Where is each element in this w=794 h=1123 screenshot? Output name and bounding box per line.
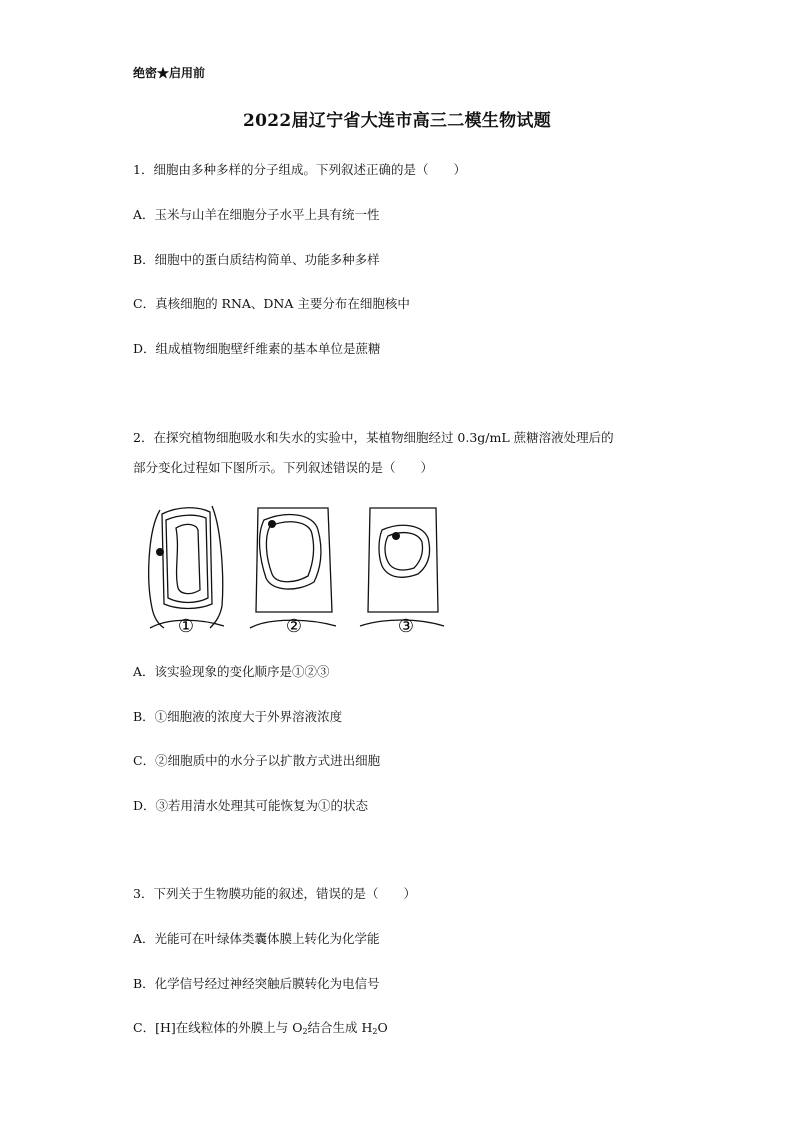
exam-title: 2022届辽宁省大连市高三二模生物试题 [242, 111, 551, 131]
question-1-option-d: D．组成植物细胞壁纤维素的基本单位是蔗糖 [133, 341, 381, 356]
question-1-option-c: C．真核细胞的 RNA、DNA 主要分布在细胞核中 [133, 296, 410, 311]
cell-diagram-3 [360, 508, 444, 626]
figure-label-2: ② [285, 616, 303, 637]
cell-3-nucleus [392, 532, 400, 540]
question-2-option-b: B．①细胞液的浓度大于外界溶液浓度 [133, 709, 343, 724]
question-2-option-d: D．③若用清水处理其可能恢复为①的状态 [133, 798, 369, 813]
question-3-option-c: C．[H]在线粒体的外膜上与 $O_2$结合生成 $H_2O$ [133, 1020, 388, 1036]
question-3-option-a: A．光能可在叶绿体类囊体膜上转化为化学能 [133, 931, 380, 946]
cell-2-nucleus [268, 520, 276, 528]
figure-label-1: ① [177, 616, 195, 637]
question-1-option-b: B．细胞中的蛋白质结构简单、功能多种多样 [133, 252, 380, 267]
question-3-option-b: B．化学信号经过神经突触后膜转化为电信号 [133, 976, 380, 991]
question-2-option-c: C．②细胞质中的水分子以扩散方式进出细胞 [133, 753, 381, 768]
figure-label-3: ③ [397, 616, 415, 637]
question-2-stem-line-2: 部分变化过程如下图所示。下列叙述错误的是（ ） [133, 460, 434, 475]
confidential-label: 绝密★启用前 [133, 66, 206, 80]
question-1-option-a: A．玉米与山羊在细胞分子水平上具有统一性 [133, 207, 380, 222]
plasmolysis-figure [138, 500, 458, 640]
cell-diagram-1 [149, 506, 224, 628]
question-2-option-a: A．该实验现象的变化顺序是①②③ [133, 664, 330, 679]
question-1-stem: 1．细胞由多种多样的分子组成。下列叙述正确的是（ ） [133, 162, 466, 177]
cell-1-nucleus [156, 548, 164, 556]
cell-diagram-2 [250, 508, 336, 628]
question-3-stem: 3．下列关于生物膜功能的叙述，错误的是（ ） [133, 886, 416, 901]
question-2-stem-line-1: 2．在探究植物细胞吸水和失水的实验中，某植物细胞经过 0.3g/mL 蔗糖溶液处理后的 [133, 430, 614, 445]
